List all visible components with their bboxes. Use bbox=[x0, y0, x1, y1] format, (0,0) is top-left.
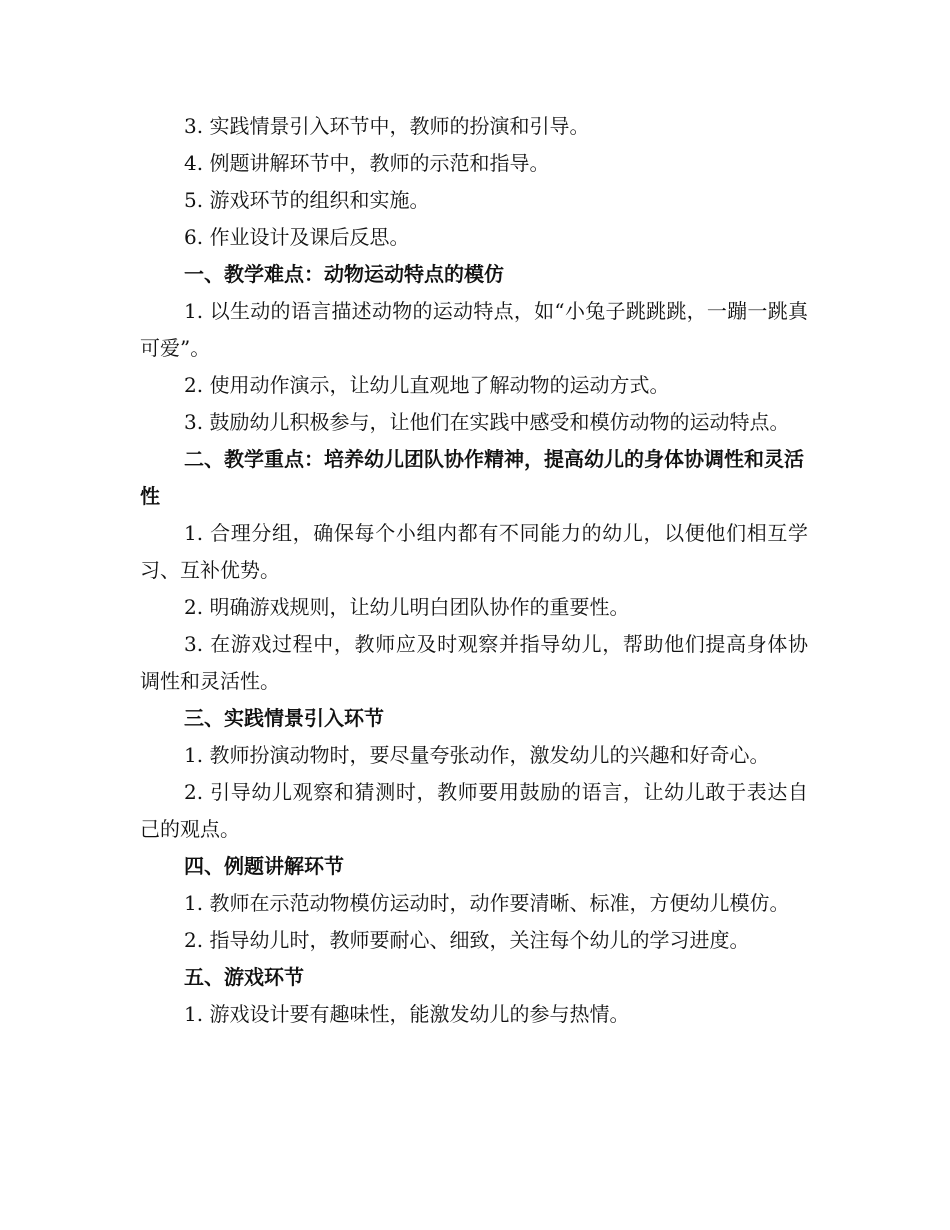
section-heading: 三、实践情景引入环节 bbox=[184, 706, 384, 730]
list-item: 3. 在游戏过程中，教师应及时观察并指导幼儿，帮助他们提高身体协调性和灵活性。 bbox=[140, 632, 808, 693]
list-item: 1. 游戏设计要有趣味性，能激发幼儿的参与热情。 bbox=[184, 1002, 630, 1026]
section-heading: 一、教学难点：动物运动特点的模仿 bbox=[184, 262, 504, 286]
section-heading: 二、教学重点：培养幼儿团队协作精神，提高幼儿的身体协调性和灵活性 bbox=[140, 447, 804, 508]
list-item: 1. 合理分组，确保每个小组内都有不同能力的幼儿，以便他们相互学习、互补优势。 bbox=[140, 521, 808, 582]
list-item: 3. 实践情景引入环节中，教师的扮演和引导。 bbox=[184, 114, 590, 138]
list-item: 2. 引导幼儿观察和猜测时，教师要用鼓励的语言，让幼儿敢于表达自己的观点。 bbox=[140, 780, 808, 841]
section-heading: 四、例题讲解环节 bbox=[184, 854, 344, 878]
list-item: 3. 鼓励幼儿积极参与，让他们在实践中感受和模仿动物的运动特点。 bbox=[184, 410, 790, 434]
section-heading: 五、游戏环节 bbox=[184, 965, 304, 989]
list-item: 6. 作业设计及课后反思。 bbox=[184, 225, 410, 249]
list-item: 2. 指导幼儿时，教师要耐心、细致，关注每个幼儿的学习进度。 bbox=[184, 928, 750, 952]
document-body bbox=[140, 108, 808, 1033]
list-item: 1. 以生动的语言描述动物的运动特点，如“小兔子跳跳跳，一蹦一跳真可爱”。 bbox=[140, 299, 808, 360]
list-item: 5. 游戏环节的组织和实施。 bbox=[184, 188, 430, 212]
list-item: 1. 教师在示范动物模仿运动时，动作要清晰、标准，方便幼儿模仿。 bbox=[184, 891, 790, 915]
list-item: 1. 教师扮演动物时，要尽量夸张动作，激发幼儿的兴趣和好奇心。 bbox=[184, 743, 770, 767]
list-item: 2. 使用动作演示，让幼儿直观地了解动物的运动方式。 bbox=[184, 373, 670, 397]
list-item: 4. 例题讲解环节中，教师的示范和指导。 bbox=[184, 151, 550, 175]
list-item: 2. 明确游戏规则，让幼儿明白团队协作的重要性。 bbox=[184, 595, 630, 619]
